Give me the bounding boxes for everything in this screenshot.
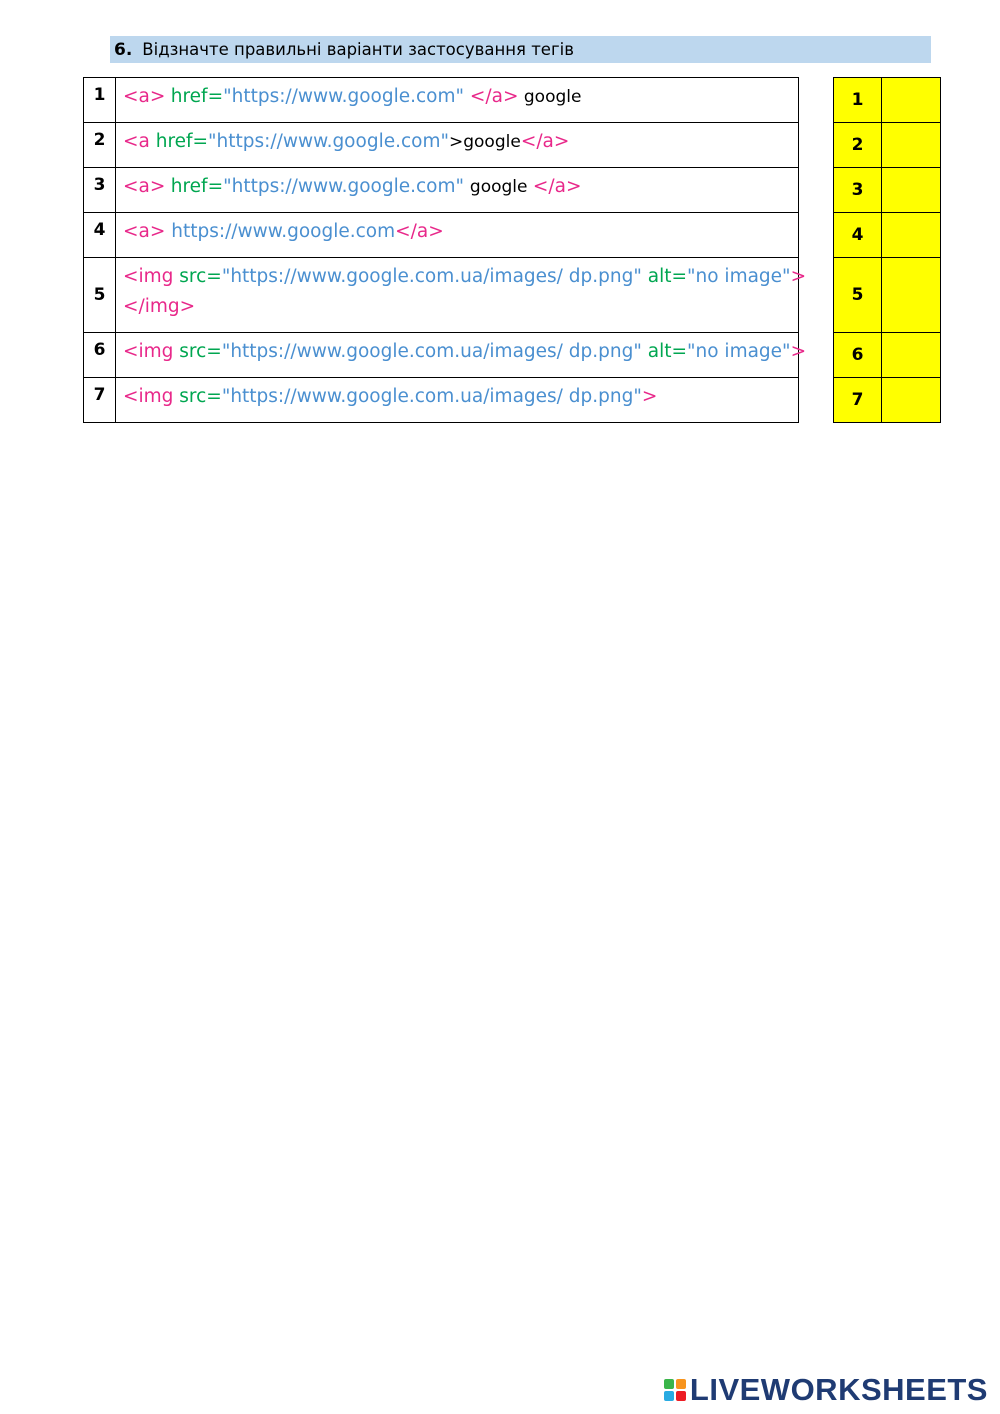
- code-token-attr: alt=: [647, 266, 687, 287]
- code-token-attr: href=: [155, 131, 209, 152]
- code-token-tag: <img: [123, 386, 180, 407]
- option-code: [116, 258, 807, 333]
- code-token-val: "no image": [687, 266, 791, 287]
- code-token-tag: >: [790, 266, 807, 287]
- code-token-attr: href=: [170, 176, 224, 197]
- option-code: [116, 333, 807, 378]
- code-token-tag: <a>: [123, 86, 166, 107]
- option-row: [84, 123, 799, 168]
- code-token-txt: >google: [449, 132, 521, 152]
- code-token-val: "https://www.google.com": [223, 86, 470, 107]
- answer-table: [833, 77, 941, 423]
- logo-square-4: [676, 1391, 686, 1401]
- answer-checkbox[interactable]: [882, 78, 941, 123]
- code-token-txt: google: [469, 177, 533, 197]
- answer-checkbox[interactable]: [882, 123, 941, 168]
- option-number: 7: [84, 378, 116, 423]
- option-row: [84, 378, 799, 423]
- answer-checkbox[interactable]: [882, 333, 941, 378]
- code-token-val: "https://www.google.com": [223, 176, 470, 197]
- question-title: Відзначте правильні варіанти застосування тегів: [142, 40, 574, 59]
- answer-row: [834, 258, 941, 333]
- code-token-attr: alt=: [647, 341, 687, 362]
- answer-number: 3: [834, 168, 882, 213]
- option-number: 4: [84, 213, 116, 258]
- answer-number: 4: [834, 213, 882, 258]
- option-number: 2: [84, 123, 116, 168]
- code-token-tag: </a>: [469, 86, 519, 107]
- code-line: [123, 127, 791, 157]
- option-code: [116, 168, 799, 213]
- answer-number: 5: [834, 258, 882, 333]
- logo-square-3: [664, 1391, 674, 1401]
- code-token-tag: <img: [123, 341, 180, 362]
- logo-mark-icon: [664, 1379, 686, 1401]
- option-number: 6: [84, 333, 116, 378]
- code-token-attr: src=: [179, 341, 222, 362]
- code-line: [123, 337, 807, 367]
- code-token-txt: google: [518, 87, 582, 107]
- code-token-tag: <a: [123, 131, 156, 152]
- answer-row: [834, 168, 941, 213]
- code-token-tag: </img>: [123, 296, 196, 317]
- liveworksheets-logo: [664, 1373, 988, 1407]
- answer-checkbox[interactable]: [882, 378, 941, 423]
- code-token-val: "https://www.google.com.ua/images/ dp.png": [221, 266, 648, 287]
- option-number: 3: [84, 168, 116, 213]
- code-token-val: "https://www.google.com.ua/images/ dp.png": [221, 386, 642, 407]
- code-token-tag: >: [790, 341, 807, 362]
- answer-number: 2: [834, 123, 882, 168]
- logo-square-2: [676, 1379, 686, 1389]
- option-row: [84, 213, 799, 258]
- question-number: 6.: [114, 39, 133, 60]
- answer-checkbox[interactable]: [882, 258, 941, 333]
- answer-checkbox[interactable]: [882, 168, 941, 213]
- code-token-attr: src=: [179, 266, 222, 287]
- code-line: [123, 82, 791, 112]
- option-number: 1: [84, 78, 116, 123]
- code-token-attr: href=: [170, 86, 224, 107]
- code-line: [123, 292, 791, 322]
- answer-number: 7: [834, 378, 882, 423]
- question-header: [110, 36, 931, 63]
- code-line: [123, 262, 807, 292]
- answer-row: [834, 123, 941, 168]
- answer-checkbox[interactable]: [882, 213, 941, 258]
- code-token-tag: </a>: [520, 131, 570, 152]
- code-token-val: https://www.google.com: [165, 221, 396, 242]
- code-line: [123, 217, 791, 247]
- code-token-tag: </a>: [395, 221, 444, 242]
- option-code: [116, 378, 799, 423]
- code-options-table: [83, 77, 807, 423]
- code-token-val: "no image": [687, 341, 791, 362]
- answer-number: 6: [834, 333, 882, 378]
- option-number: 5: [84, 258, 116, 333]
- code-line: [123, 172, 791, 202]
- option-row: [84, 168, 799, 213]
- option-code: [116, 213, 799, 258]
- answer-row: [834, 378, 941, 423]
- logo-text: LIVEWORKSHEETS: [689, 1372, 988, 1407]
- option-code: [116, 123, 799, 168]
- answer-number: 1: [834, 78, 882, 123]
- code-token-attr: src=: [179, 386, 222, 407]
- code-token-tag: </a>: [532, 176, 582, 197]
- answer-row: [834, 213, 941, 258]
- option-code: [116, 78, 799, 123]
- option-row: [84, 333, 799, 378]
- code-token-val: "https://www.google.com.ua/images/ dp.png": [221, 341, 648, 362]
- code-token-tag: >: [641, 386, 658, 407]
- option-row: [84, 258, 799, 333]
- answer-row: [834, 78, 941, 123]
- code-token-val: "https://www.google.com": [208, 131, 449, 152]
- answer-row: [834, 333, 941, 378]
- code-line: [123, 382, 791, 412]
- code-token-tag: <img: [123, 266, 180, 287]
- code-token-tag: <a>: [123, 221, 166, 242]
- logo-square-1: [664, 1379, 674, 1389]
- option-row: [84, 78, 799, 123]
- code-token-tag: <a>: [123, 176, 166, 197]
